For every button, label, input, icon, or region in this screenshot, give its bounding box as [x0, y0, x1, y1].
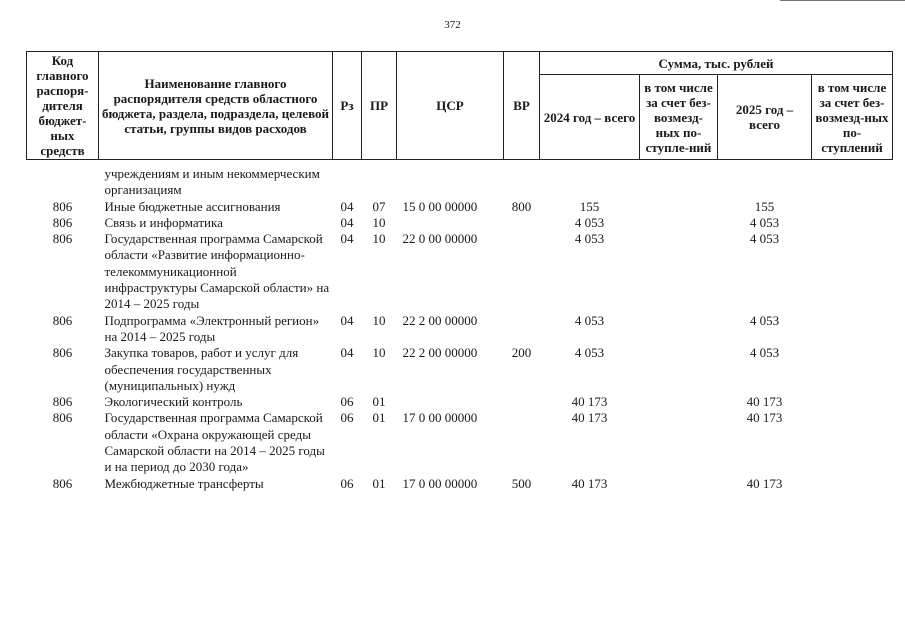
cell-2024-free	[640, 313, 718, 346]
cell-2025-free	[812, 231, 893, 312]
header-pr: ПР	[362, 52, 397, 160]
cell-name: Государственная программа Самарской области «Охрана окружающей среды Самарской области на 2014 – 2025 годы и на период до 2030 года»	[104, 410, 325, 475]
cell-2024-total: 4 053	[574, 231, 605, 247]
cell-csr: 22 2 00 00000	[402, 345, 478, 361]
cell-name: Иные бюджетные ассигнования	[104, 198, 281, 214]
cell-name: Закупка товаров, работ и услуг для обеспечения государственных (муниципальных) нужд	[104, 345, 299, 393]
cell-code: 806	[52, 410, 73, 426]
cell-rz: 04	[340, 214, 354, 230]
header-name: Наименование главного распорядителя средств областного бюджета, раздела, подраздела, целевой статьи, группы видов расходов	[99, 52, 333, 160]
cell-csr: 17 0 00 00000	[402, 410, 478, 426]
cell-2024-free	[640, 476, 718, 492]
cell-name: Связь и информатика	[104, 214, 223, 230]
cell-csr: 17 0 00 00000	[402, 475, 478, 491]
cell-vr	[504, 215, 540, 231]
header-sum: Сумма, тыс. рублей	[540, 52, 893, 75]
cell-code: 806	[52, 345, 73, 361]
cell-2025-total: 4 053	[749, 312, 780, 328]
table-row	[27, 231, 893, 312]
cell-2025-total: 40 173	[746, 394, 783, 410]
cell-2025-total: 4 053	[749, 345, 780, 361]
cell-code: 806	[52, 312, 73, 328]
cell-pr: 07	[372, 198, 386, 214]
table-row	[27, 199, 893, 215]
table-row	[27, 215, 893, 231]
cell-2024-free	[640, 215, 718, 231]
cell-pr: 10	[372, 214, 386, 230]
table-row	[27, 313, 893, 346]
cell-2025-free	[812, 476, 893, 492]
table-row	[27, 410, 893, 475]
header-2024-free: в том числе за счет без-возмезд-ных по-ступле-ний	[640, 75, 718, 160]
cell-vr: 800	[511, 198, 532, 214]
table-row	[27, 345, 893, 394]
cell-2025-free	[812, 410, 893, 475]
cell-pr: 01	[372, 475, 386, 491]
header-row-top	[27, 52, 893, 75]
cell-2024-total: 155	[579, 198, 600, 214]
header-2025-total: 2025 год – всего	[718, 75, 812, 160]
header-vr: ВР	[504, 52, 540, 160]
cell-code: 806	[52, 394, 73, 410]
cell-csr: 22 0 00 00000	[402, 231, 478, 247]
cell-2025-total: 155	[754, 198, 775, 214]
cell-2025-total: 40 173	[746, 410, 783, 426]
table-row	[27, 394, 893, 410]
cell-vr	[504, 231, 540, 312]
cell-csr	[397, 215, 504, 231]
header-rz: Рз	[333, 52, 362, 160]
header-code: Код главного распоря-дителя бюджет-ных средств	[27, 52, 99, 160]
cell-csr	[397, 394, 504, 410]
cell-2024-total: 40 173	[571, 475, 608, 491]
cell-code: 806	[52, 475, 73, 491]
cell-2025-free	[812, 215, 893, 231]
cell-vr	[504, 394, 540, 410]
cell-vr	[504, 410, 540, 475]
cell-rz: 04	[340, 231, 354, 247]
cell-2024-total: 4 053	[574, 214, 605, 230]
table-row	[27, 476, 893, 492]
cell-2024-total: 40 173	[571, 394, 608, 410]
cell-csr: 22 2 00 00000	[402, 312, 478, 328]
cell-2025-free	[812, 345, 893, 394]
cell-2024-total: 4 053	[574, 312, 605, 328]
cell-rz: 04	[340, 345, 354, 361]
cell-pr: 01	[372, 410, 386, 426]
cell-2024-free	[640, 394, 718, 410]
cell-2025-free	[812, 313, 893, 346]
cell-name: Подпрограмма «Электронный регион» на 2014 – 2025 годы	[104, 312, 320, 344]
header-csr: ЦСР	[397, 52, 504, 160]
cell-name: Экологический контроль	[104, 394, 243, 410]
cell-2024-free	[640, 345, 718, 394]
cell-name: Государственная программа Самарской области «Развитие информационно-телекоммуникационной инфраструктуры Самарской области» на 2014 – 2025 годы	[104, 231, 330, 312]
cell-vr	[504, 313, 540, 346]
cell-vr: 200	[511, 345, 532, 361]
cell-rz: 04	[340, 198, 354, 214]
budget-table	[26, 51, 893, 492]
cell-2025-total: 40 173	[746, 475, 783, 491]
cell-2025-total: 4 053	[749, 214, 780, 230]
cell-2024-free	[640, 231, 718, 312]
cell-code: 806	[52, 231, 73, 247]
top-edge-rule	[780, 0, 905, 1]
cell-2024-free	[640, 199, 718, 215]
cell-rz: 06	[340, 394, 354, 410]
cell-pr: 10	[372, 345, 386, 361]
continuation-row	[27, 160, 893, 199]
cell-2025-free	[812, 394, 893, 410]
cell-pr: 10	[372, 231, 386, 247]
cell-2025-total: 4 053	[749, 231, 780, 247]
cell-2024-total: 40 173	[571, 410, 608, 426]
cell-vr: 500	[511, 475, 532, 491]
page-number: 372	[444, 19, 461, 31]
cell-pr: 01	[372, 394, 386, 410]
cell-rz: 06	[340, 475, 354, 491]
header-2024-total: 2024 год – всего	[540, 75, 640, 160]
cell-code: 806	[52, 214, 73, 230]
cell-csr: 15 0 00 00000	[402, 198, 478, 214]
cell-2024-free	[640, 410, 718, 475]
cell-rz: 06	[340, 410, 354, 426]
cell-rz: 04	[340, 312, 354, 328]
cell-2024-total: 4 053	[574, 345, 605, 361]
header-2025-free: в том числе за счет без-возмезд-ных по-ступлений	[812, 75, 893, 160]
cell-name: Межбюджетные трансферты	[104, 475, 264, 491]
cell-2025-free	[812, 199, 893, 215]
cell-pr: 10	[372, 312, 386, 328]
continuation-text: учреждениям и иным некоммерческим организациям	[104, 166, 320, 198]
cell-code: 806	[52, 198, 73, 214]
